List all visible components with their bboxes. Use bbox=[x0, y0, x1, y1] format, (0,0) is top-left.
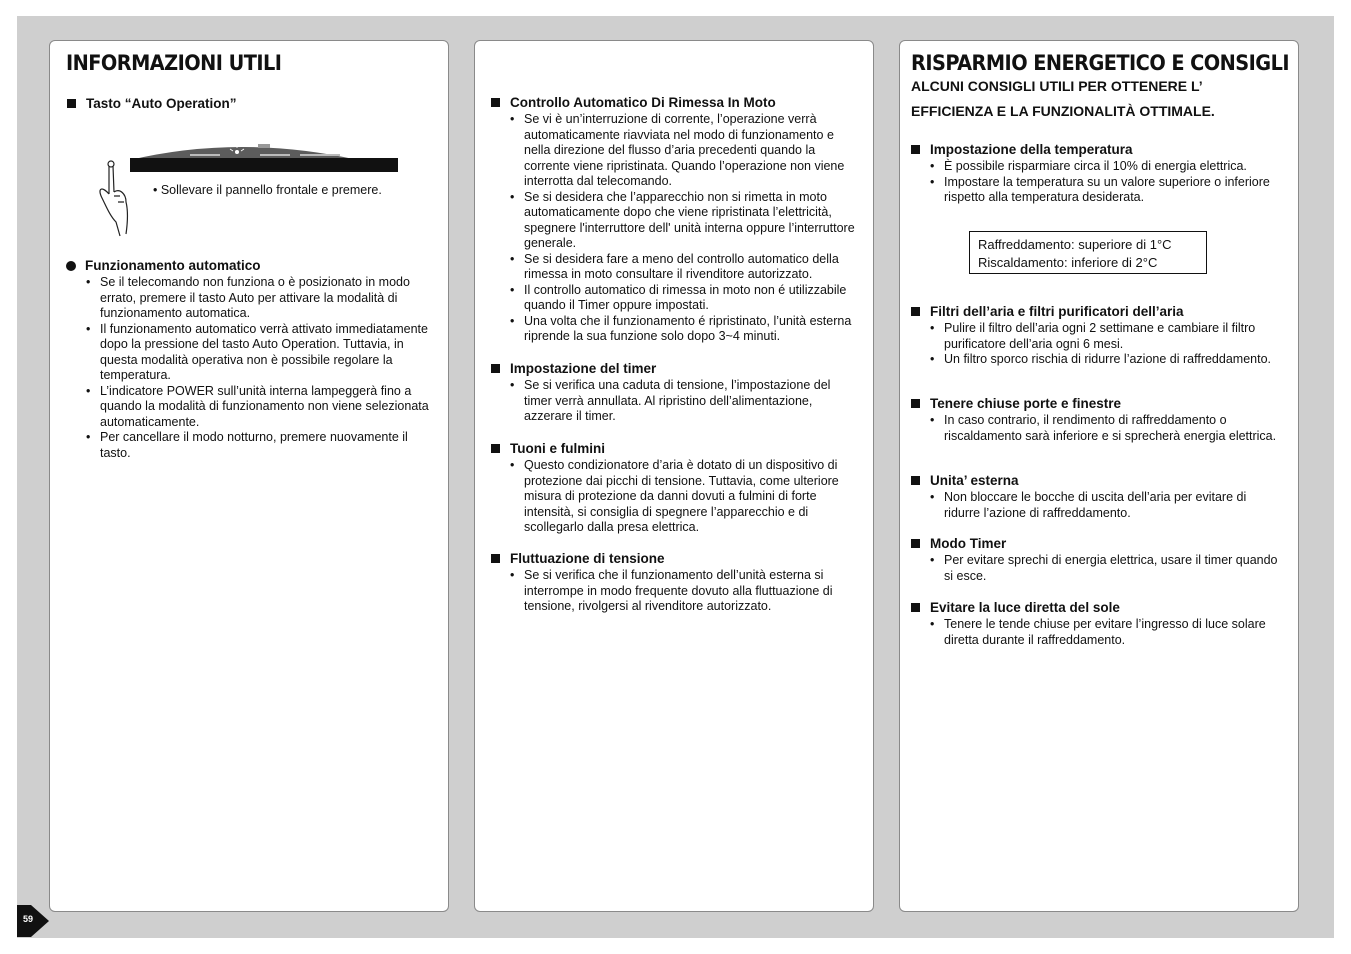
panel-label-mark bbox=[260, 154, 290, 156]
square-bullet-icon bbox=[911, 603, 920, 612]
list-item: • Se si desidera che l’apparecchio non si rimetta in moto automaticamente dopo che viene ripristinata l’elettricità, spegnere l'interruttore dell' unità interna oppure l’interruttore generale. bbox=[510, 190, 860, 252]
square-bullet-icon bbox=[911, 145, 920, 154]
section-fluttuazione-tensione bbox=[490, 551, 860, 615]
section-heading: Tuoni e fulmini bbox=[510, 441, 605, 456]
list-item: • Questo condizionatore d’aria è dotato di un dispositivo di protezione dai picchi di tensione. Tuttavia, come ulteriore misura di protezione da danni dovuti a fulmini di forte intensità, si consiglia di spegnere l’apparecchio e di scollegarlo dalla presa elettrica. bbox=[510, 458, 860, 536]
section-heading: Funzionamento automatico bbox=[85, 258, 261, 273]
list-item: • Il controllo automatico di rimessa in moto non é utilizzabile quando il Timer oppure impostati. bbox=[510, 283, 860, 314]
square-bullet-icon bbox=[67, 99, 76, 108]
page-title-right: RISPARMIO ENERGETICO E CONSIGLI bbox=[911, 51, 1290, 75]
list-item: • Per cancellare il modo notturno, premere nuovamente il tasto. bbox=[86, 430, 436, 461]
section-impostazione-timer bbox=[490, 361, 860, 425]
section-heading: Tasto “Auto Operation” bbox=[86, 96, 237, 111]
hand-pointer-icon bbox=[100, 161, 128, 236]
square-bullet-icon bbox=[911, 539, 920, 548]
square-bullet-icon bbox=[491, 98, 500, 107]
section-unita-esterna bbox=[910, 473, 1280, 521]
subtitle-line-1: ALCUNI CONSIGLI UTILI PER OTTENERE L’ bbox=[911, 78, 1203, 94]
list-item: • Un filtro sporco rischia di ridurre l’azione di raffreddamento. bbox=[930, 352, 1280, 368]
list-item: • Una volta che il funzionamento é ripristinato, l’unità esterna riprende la sua funzione solo dopo 3~4 minuti. bbox=[510, 314, 860, 345]
section-modo-timer bbox=[910, 536, 1280, 584]
list-item: • Impostare la temperatura su un valore superiore o inferiore rispetto alla temperatura desiderata. bbox=[930, 175, 1280, 206]
section-heading: Fluttuazione di tensione bbox=[510, 551, 665, 566]
section-porte-finestre bbox=[910, 396, 1280, 444]
square-bullet-icon bbox=[911, 399, 920, 408]
panel-indicator-light bbox=[235, 150, 239, 154]
section-funzionamento-automatico bbox=[66, 258, 436, 461]
page-number: 59 bbox=[23, 914, 34, 924]
list-item: • Il funzionamento automatico verrà attivato immediatamente dopo la pressione del tasto Auto Operation. Tuttavia, in questa modalità operativa non è possibile regolare la temperatura. bbox=[86, 322, 436, 384]
list-item: • Se il telecomando non funziona o è posizionato in modo errato, premere il tasto Auto per attivare la modalità di funzionamento automatica. bbox=[86, 275, 436, 322]
section-heading: Tenere chiuse porte e finestre bbox=[930, 396, 1122, 411]
panel-body bbox=[130, 158, 398, 172]
section-heading: Impostazione del timer bbox=[510, 361, 657, 376]
panel-logo-mark bbox=[258, 144, 270, 148]
list-item: • Se si verifica che il funzionamento dell’unità esterna si interrompe in modo frequente dovuto alla fluttuazione di tensione, rivolgersi al rivenditore autorizzato. bbox=[510, 568, 860, 615]
list-item: • Tenere le tende chiuse per evitare l’ingresso di luce solare diretta durante il raffreddamento. bbox=[930, 617, 1280, 648]
panel-label-mark bbox=[300, 154, 340, 156]
section-tuoni-fulmini bbox=[490, 441, 860, 536]
page-title-left: INFORMAZIONI UTILI bbox=[66, 51, 282, 75]
auto-operation-caption: • Sollevare il pannello frontale e premere. bbox=[153, 183, 382, 197]
section-luce-sole bbox=[910, 600, 1280, 648]
subtitle-line-2: EFFICIENZA E LA FUNZIONALITÀ OTTIMALE. bbox=[911, 103, 1215, 119]
section-heading: Impostazione della temperatura bbox=[930, 142, 1133, 157]
list-item: • Per evitare sprechi di energia elettrica, usare il timer quando si esce. bbox=[930, 553, 1280, 584]
list-item: • Se vi è un’interruzione di corrente, l’operazione verrà automaticamente riavviata nel modo di funzionamento e nella direzione del flusso d’aria precedenti quando la corrente viene ripristinata. Quando l’operazione non viene interrotta dal telecomando. bbox=[510, 112, 860, 190]
square-bullet-icon bbox=[491, 364, 500, 373]
panel-label-mark bbox=[190, 154, 220, 156]
list-item: • L’indicatore POWER sull’unità interna lampeggerà fino a quando la modalità di funzionamento non viene selezionata automaticamente. bbox=[86, 384, 436, 431]
section-impostazione-temperatura bbox=[910, 142, 1280, 206]
square-bullet-icon bbox=[491, 554, 500, 563]
section-heading: Evitare la luce diretta del sole bbox=[930, 600, 1120, 615]
box-line-cooling: Raffreddamento: superiore di 1°C bbox=[978, 237, 1172, 252]
section-filtri-aria bbox=[910, 304, 1280, 368]
section-heading: Controllo Automatico Di Rimessa In Moto bbox=[510, 95, 776, 110]
list-item: • Se si verifica una caduta di tensione, l’impostazione del timer verrà annullata. Al ripristino dell’alimentazione, azzerare il timer. bbox=[510, 378, 860, 425]
square-bullet-icon bbox=[491, 444, 500, 453]
list-item: • È possibile risparmiare circa il 10% di energia elettrica. bbox=[930, 159, 1280, 175]
section-auto-operation bbox=[66, 96, 436, 113]
temperature-settings-box bbox=[969, 231, 1207, 274]
list-item: • In caso contrario, il rendimento di raffreddamento o riscaldamento sarà inferiore e si sprecherà energia elettrica. bbox=[930, 413, 1280, 444]
list-item: • Se si desidera fare a meno del controllo automatico della rimessa in moto consultare il rivenditore autorizzato. bbox=[510, 252, 860, 283]
section-heading: Modo Timer bbox=[930, 536, 1007, 551]
list-item: • Pulire il filtro dell’aria ogni 2 settimane e cambiare il filtro purificatore dell’aria ogni 6 mesi. bbox=[930, 321, 1280, 352]
section-heading: Filtri dell’aria e filtri purificatori dell’aria bbox=[930, 304, 1184, 319]
square-bullet-icon bbox=[911, 307, 920, 316]
circle-bullet-icon bbox=[66, 261, 76, 271]
list-item: • Non bloccare le bocche di uscita dell’aria per evitare di ridurre l’azione di raffreddamento. bbox=[930, 490, 1280, 521]
section-controllo-automatico bbox=[490, 95, 860, 345]
section-heading: Unita’ esterna bbox=[930, 473, 1019, 488]
square-bullet-icon bbox=[911, 476, 920, 485]
box-line-heating: Riscaldamento: inferiore di 2°C bbox=[978, 255, 1158, 270]
